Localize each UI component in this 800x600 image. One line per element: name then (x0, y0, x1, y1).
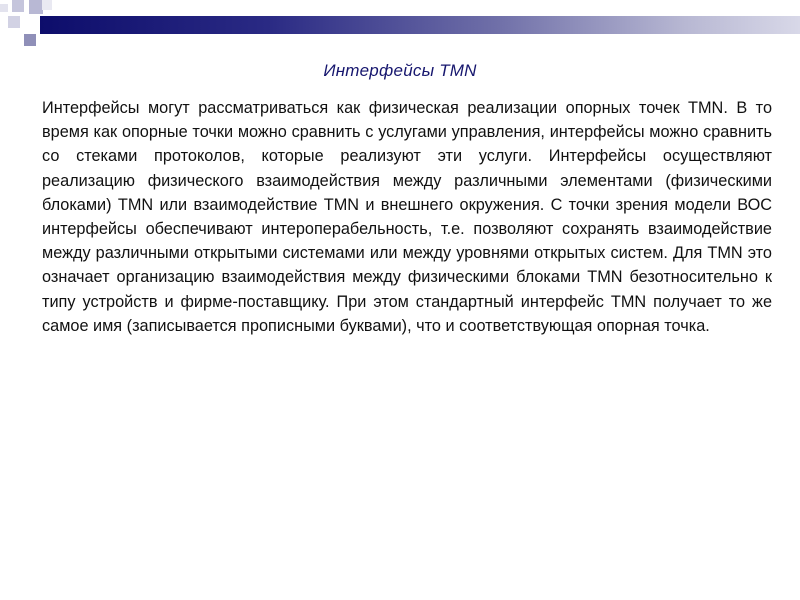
decor-square (24, 34, 36, 46)
decor-square (0, 4, 8, 12)
header-band (40, 16, 800, 34)
decor-square (42, 0, 52, 10)
decor-square (29, 0, 43, 14)
slide-title: Интерфейсы TMN (323, 61, 477, 80)
decor-square (12, 0, 24, 12)
slide-body-text: Интерфейсы могут рассматриваться как физическая реализации опорных точек TMN. В то время как опорные точки можно сравнить с услугами управления, интерфейсы можно сравнить со стеками протоколов, которые реализуют эти услуги. Интерфейсы осуществляют реализацию физического взаимодействия между различными элементами (физическими блоками) TMN или взаимодействие TMN и внешнего окружения. С точки зрения модели ВОС интерфейсы обеспечивают интероперабельность, т.е. позволяют сохранять взаимодействие между различными открытыми системами или между уровнями открытых систем. Для TMN это означает организацию взаимодействия между физическими блоками TMN безотносительно к типу устройств и фирме-поставщику. При этом стандартный интерфейс TMN получает то же самое имя (записывается прописными буквами), что и соответствующая опорная точка. (42, 99, 772, 335)
decor-square (8, 16, 20, 28)
